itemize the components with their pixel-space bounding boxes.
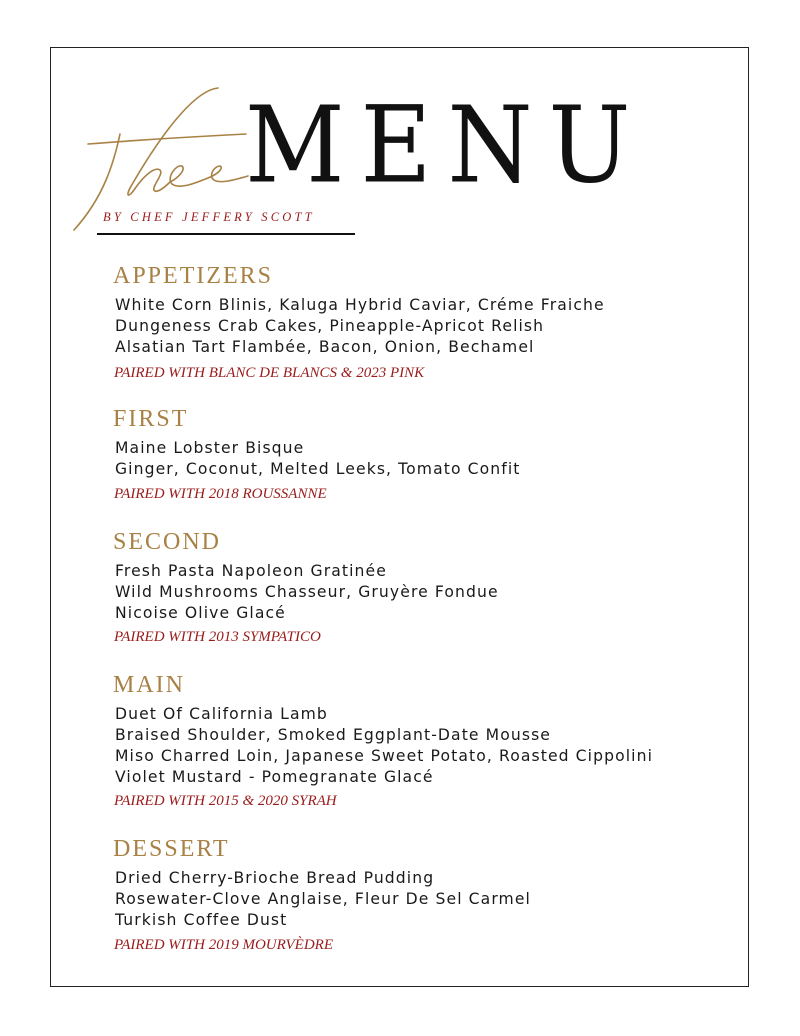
menu-item: Duet Of California Lamb xyxy=(115,705,328,723)
menu-item: Miso Charred Loin, Japanese Sweet Potato, Roasted Cippolini xyxy=(115,747,654,765)
menu-item: Braised Shoulder, Smoked Eggplant-Date Mousse xyxy=(115,726,551,744)
wine-pairing: PAIRED WITH BLANC DE BLANCS & 2023 PINK xyxy=(114,365,425,381)
section-title: DESSERT xyxy=(113,836,230,862)
section-title: SECOND xyxy=(113,529,222,555)
section-title: APPETIZERS xyxy=(113,263,274,289)
menu-item: Wild Mushrooms Chasseur, Gruyère Fondue xyxy=(115,583,499,601)
wine-pairing: PAIRED WITH 2018 ROUSSANNE xyxy=(114,486,327,502)
menu-item: Fresh Pasta Napoleon Gratinée xyxy=(115,562,387,580)
menu-item: Maine Lobster Bisque xyxy=(115,439,305,457)
wine-pairing: PAIRED WITH 2019 MOURVÈDRE xyxy=(114,937,333,953)
menu-item: Ginger, Coconut, Melted Leeks, Tomato Confit xyxy=(115,460,521,478)
menu-item: Nicoise Olive Glacé xyxy=(115,604,286,622)
menu-item: Dungeness Crab Cakes, Pineapple-Apricot Relish xyxy=(115,317,545,335)
chef-byline: BY CHEF JEFFERY SCOTT xyxy=(103,210,315,224)
wine-pairing: PAIRED WITH 2015 & 2020 SYRAH xyxy=(114,793,337,809)
byline-underline xyxy=(97,233,355,235)
menu-item: Rosewater-Clove Anglaise, Fleur De Sel Carmel xyxy=(115,890,531,908)
menu-title: MENU xyxy=(245,84,647,207)
section-title: FIRST xyxy=(113,406,189,432)
menu-item: Alsatian Tart Flambée, Bacon, Onion, Bechamel xyxy=(115,338,535,356)
menu-item: Violet Mustard - Pomegranate Glacé xyxy=(115,768,434,786)
section-title: MAIN xyxy=(113,672,185,698)
menu-item: White Corn Blinis, Kaluga Hybrid Caviar, Créme Fraiche xyxy=(115,296,605,314)
menu-item: Dried Cherry-Brioche Bread Pudding xyxy=(115,869,435,887)
wine-pairing: PAIRED WITH 2013 SYMPATICO xyxy=(114,629,321,645)
menu-item: Turkish Coffee Dust xyxy=(115,911,288,929)
